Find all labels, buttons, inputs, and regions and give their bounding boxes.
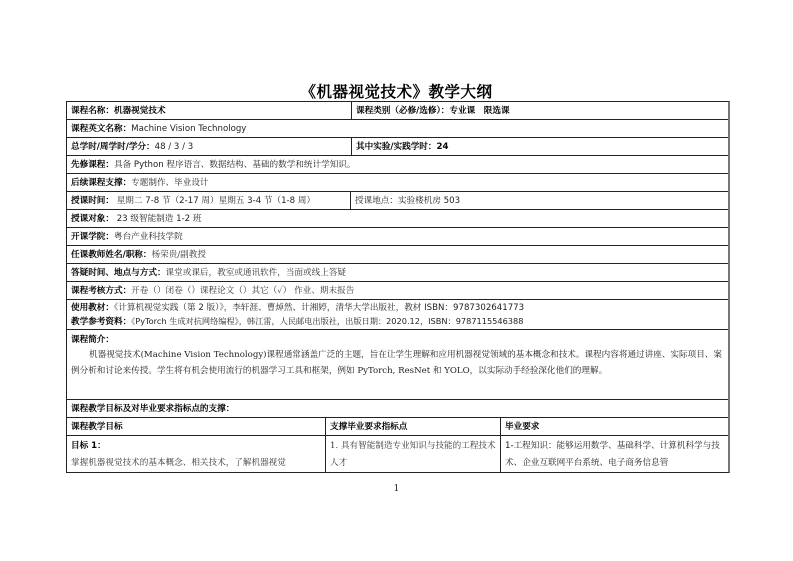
goal-title: 目标 1： [71, 441, 106, 451]
row-english-name [67, 120, 728, 138]
college-cell [67, 228, 728, 245]
row-materials [67, 300, 728, 330]
row-objectives-heading [67, 400, 728, 418]
goal-cell [67, 436, 325, 472]
assessment-label: 课程考核方式： [71, 286, 132, 296]
time-value: 星期二 7-8 节（2-17 周）星期五 3-4 节（1-8 周） [113, 196, 316, 206]
audience-cell [67, 210, 728, 227]
intro-label: 课程简介： [71, 335, 114, 345]
english-name-value: Machine Vision Technology [131, 124, 247, 134]
followup-cell [67, 174, 728, 191]
english-name-label: 课程英文名称： [71, 124, 132, 134]
requirement-cell: 1-工程知识：能够运用数学、基础科学、计算机科学与技术、企业互联网平台系统、电子商务信息管 [500, 436, 728, 472]
course-name-cell [67, 102, 351, 119]
textbook-value: 《计算机视觉实践（第 2 版）》，李轩涯、曹焯然、计湘婷，清华大学出版社，教材 ISBN：9787302641773 [113, 303, 525, 313]
hours-cell [67, 138, 351, 155]
course-name-label: 课程名称： [71, 106, 114, 116]
hours-label: 总学时/周学时/学分： [71, 142, 155, 152]
lab-hours-label: 其中实验/实践学时： [356, 142, 437, 152]
objectives-row [67, 436, 728, 472]
time-label: 授课时间： [71, 196, 114, 206]
goal-text: 掌握机器视觉技术的基本概念、相关技术，了解机器视觉 [71, 457, 286, 468]
assessment-value: 开卷（）闭卷（）课程论文（）其它（✓） 作业、期末报告 [131, 286, 355, 296]
audience-value: 23 级智能制造 1-2 班 [113, 214, 202, 224]
course-type-value: 专业课 限选课 [449, 106, 510, 116]
qa-label: 答疑时间、地点与方式： [71, 268, 166, 278]
header-goal: 课程教学目标 [71, 422, 123, 432]
header-requirement: 毕业要求 [500, 418, 728, 435]
reference-line [71, 315, 724, 329]
header-indicator: 支撑毕业要求指标点 [325, 418, 500, 435]
assessment-cell [67, 282, 728, 299]
college-value: 粤台产业科技学院 [113, 232, 183, 242]
syllabus-table [66, 101, 730, 473]
teacher-cell [67, 246, 728, 263]
qa-value: 课堂或课后，教室或通讯软件，当面或线上答疑 [165, 268, 347, 278]
indicator-cell: 1. 具有智能制造专业知识与技能的工程技术人才 [325, 436, 500, 472]
row-introduction [67, 330, 728, 400]
location-cell [350, 192, 728, 209]
reference-value: 《PyTorch 生成对抗网络编程》，韩江雷，人民邮电出版社，出版日期：2020.12，ISBN：9787115546388 [131, 316, 524, 326]
reference-label: 教学参考资料： [71, 317, 132, 327]
teacher-value: 杨荣贵/副教授 [151, 250, 206, 260]
prereq-label: 先修课程： [71, 160, 114, 170]
row-schedule [67, 192, 728, 210]
intro-text: 机器视觉技术(Machine Vision Technology)课程通常涵盖广泛的主题，旨在让学生理解和应用机器视觉领域的基本概念和技术。课程内容将通过讲座、实际项目、案例分析和讨论来传授。学生将有机会使用流行的机器学习工具和框架，例如 PyTorch, ResNet 和 YOLO，以实际动手经验深化他们的理解。 [71, 350, 722, 376]
teacher-label: 任课教师姓名/职称： [71, 250, 152, 260]
location-label: 授课地点： [355, 196, 398, 206]
page-number: 1 [393, 484, 400, 494]
textbook-label: 使用教材： [71, 303, 114, 313]
row-audience [67, 210, 728, 228]
college-label: 开课学院： [71, 232, 114, 242]
document-title: 《机器视觉技术》教学大纲 [300, 83, 493, 101]
intro-cell [67, 330, 728, 399]
objectives-header-row [67, 418, 728, 436]
audience-label: 授课对象： [71, 214, 114, 224]
time-cell [67, 192, 350, 209]
materials-cell [67, 300, 728, 329]
row-followup [67, 174, 728, 192]
lab-hours-value: 24 [436, 142, 449, 152]
objectives-heading: 课程教学目标及对毕业要求指标点的支撑： [71, 404, 235, 414]
prereq-value: 具备 Python 程序语言、数据结构、基础的数学和统计学知识。 [113, 160, 356, 170]
row-assessment [67, 282, 728, 300]
course-type-cell [351, 102, 728, 119]
hours-value: 48 / 3 / 3 [154, 142, 194, 152]
row-college [67, 228, 728, 246]
followup-label: 后续课程支撑： [71, 178, 132, 188]
row-teacher [67, 246, 728, 264]
english-name-cell [67, 120, 728, 137]
lab-hours-cell [351, 138, 728, 155]
followup-value: 专题制作、毕业设计 [131, 178, 209, 188]
course-name-value: 机器视觉技术 [113, 106, 166, 116]
course-type-label: 课程类别（必修/选修）： [356, 106, 450, 116]
row-hours [67, 138, 728, 156]
prereq-cell [67, 156, 728, 173]
row-prerequisites [67, 156, 728, 174]
location-value: 实验楼机房 503 [397, 196, 461, 206]
row-course-name [67, 102, 728, 120]
textbook-line [71, 302, 724, 315]
qa-cell [67, 264, 728, 281]
row-qa [67, 264, 728, 282]
